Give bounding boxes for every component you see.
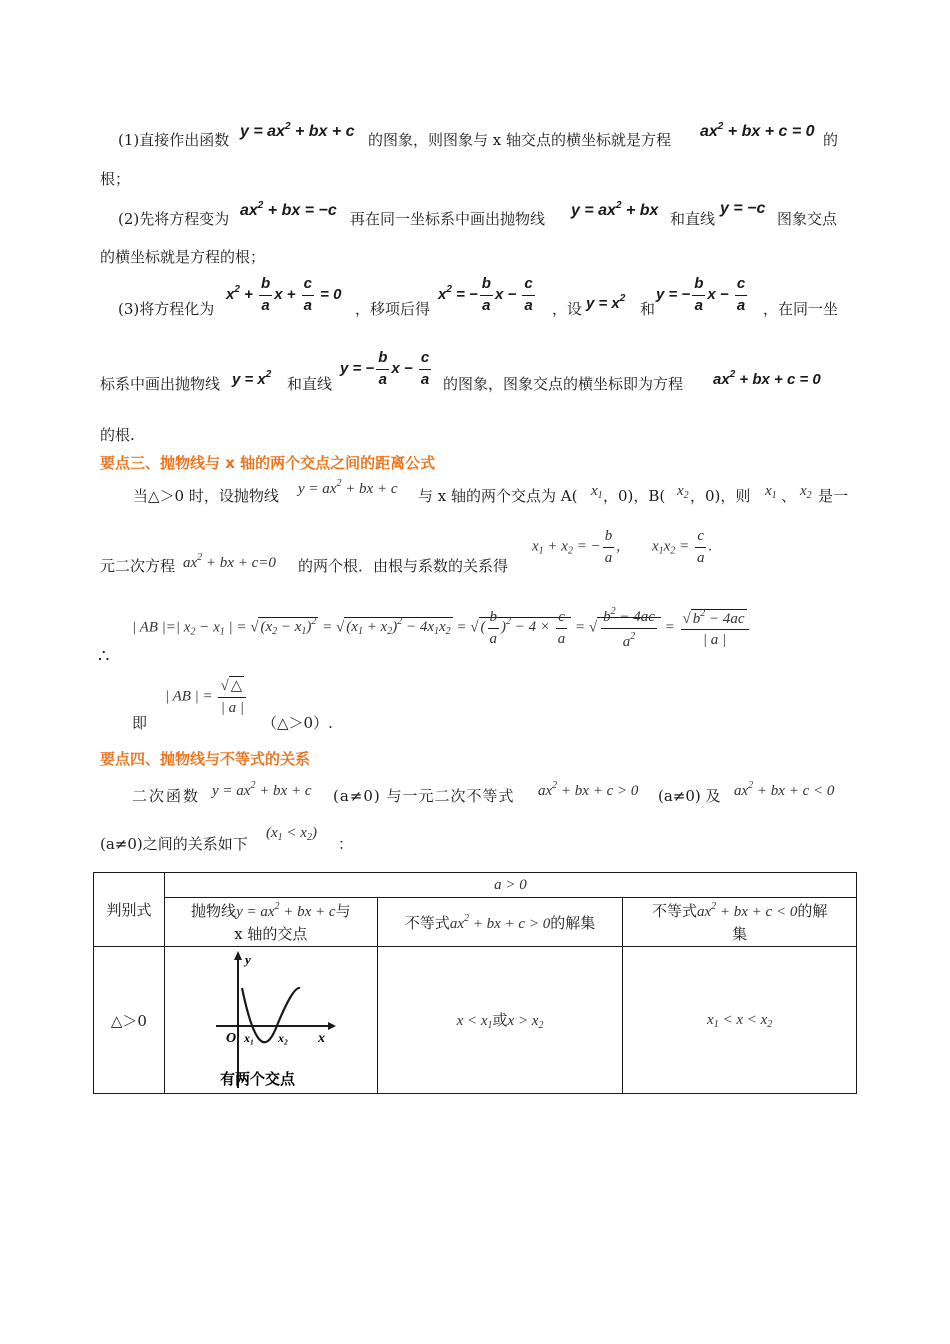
- section4-line2-b: ：: [338, 835, 354, 853]
- parabola-graph-cell: [164, 947, 377, 1094]
- section3-line1-e: 、: [781, 487, 797, 505]
- col1-text-a: 抛物线: [191, 901, 237, 920]
- formula-x1-lt-x2: $(x_1 < x_2)$: [266, 825, 317, 843]
- section3-line2-a: 元二次方程: [100, 557, 176, 575]
- formula-y-ax2-bx-c: $y = ax^2$ + bx + c: [240, 121, 355, 140]
- formula-x1-b: $x_1$: [765, 483, 777, 501]
- method-2-text-b: 再在同一坐标系中画出抛物线: [350, 210, 546, 228]
- delta-condition-text: （△＞0）.: [262, 714, 333, 732]
- method-3-text-i: 的根.: [100, 426, 135, 444]
- discriminant-header: 判别式: [94, 873, 165, 947]
- ji-text: 即: [132, 714, 148, 732]
- method-3-text-d: 和: [640, 300, 656, 318]
- formula-y-ax2-bx-c-s4: $y = ax^2$ + bx + c: [212, 780, 312, 799]
- graph-x2-label: x₂: [277, 1030, 288, 1045]
- formula-x2-eq-neg-bx-over-a: $x^2$ = − $\frac{b}{a}$ x − $\frac{c}{a}$: [438, 275, 533, 314]
- formula-ax2-bx-c-eq0-s3: $ax^2$ + bx + c=0: [183, 552, 276, 571]
- col-parabola-intersection-header: [164, 898, 377, 947]
- col3-text-c: 集: [732, 925, 748, 943]
- method-3-text-b: ，移项后得: [355, 300, 431, 318]
- method-3-text-c: ，设: [552, 300, 583, 318]
- section3-line1-a: 当△＞0 时，设抛物线: [133, 487, 279, 505]
- formula-ax2-bx-eq-neg-c: $ax^2$ + bx = −c: [240, 200, 337, 219]
- col3-formula: $ax^2$ + bx + c < 0: [696, 900, 798, 920]
- method-2-text-e: 的横坐标就是方程的根；: [100, 248, 266, 266]
- graph-origin-label: O: [225, 1030, 236, 1046]
- relation-table: [93, 872, 857, 1094]
- method-2-text-a: (2)先将方程变为: [118, 210, 230, 228]
- solution-gt-formula-b: $x > x_2$: [507, 1013, 544, 1031]
- formula-x1-a: $x_1$: [591, 483, 603, 501]
- a-positive-header: a > 0: [164, 873, 856, 898]
- col2-text-b: 的解集: [550, 913, 596, 932]
- x-axis-arrow-icon: [328, 1022, 336, 1030]
- section3-line1-f: 是一: [818, 487, 849, 505]
- method-1-text-c: 的: [823, 131, 839, 149]
- section4-heading: 要点四、抛物线与不等式的关系: [100, 750, 311, 768]
- formula-ineq-gt-0: $ax^2$ + bx + c > 0: [538, 780, 639, 799]
- method-1-text-a: (1)直接作出函数: [118, 131, 230, 149]
- col1-formula: $y = ax^2$ + bx + c: [236, 900, 336, 920]
- method-3-text-g: 和直线: [287, 375, 333, 393]
- solution-set-lt: [623, 947, 857, 1094]
- graph-x-label: x: [317, 1030, 325, 1046]
- parabola-two-roots-graph: [206, 948, 336, 1093]
- formula-ineq-lt-0: $ax^2$ + bx + c < 0: [734, 780, 835, 799]
- solution-gt-formula-a: $x < x_1$: [456, 1013, 493, 1031]
- solution-set-gt: [377, 947, 623, 1094]
- col-inequality-lt-header: [623, 898, 857, 947]
- col1-text-b: 与: [335, 901, 351, 920]
- method-3-text-h: 的图象，图象交点的横坐标即为方程: [443, 375, 684, 393]
- formula-y-ax2-bx: $y = ax^2$ + bx: [571, 200, 659, 219]
- formula-line-neg-bx-over-a-b: y = − $\frac{b}{a}$ x − $\frac{c}{a}$: [340, 349, 430, 388]
- method-2-text-c: 和直线: [670, 210, 716, 228]
- col2-formula: $ax^2$ + bx + c > 0: [449, 912, 551, 932]
- method-3-text-f: 标系中画出抛物线: [100, 375, 221, 393]
- method-3-text-a: (3)将方程化为: [118, 300, 215, 318]
- formula-ab-eq-sqrt-delta: | AB | = $\frac{√ \triangle}{| a |}$: [165, 678, 248, 716]
- formula-y-eq-x2-b: $y = x^2$: [232, 369, 272, 388]
- formula-ax2-bx-c-eq-0: $ax^2$ + bx + c = 0: [700, 121, 815, 140]
- row-delta-positive: △＞0: [94, 947, 165, 1094]
- formula-y-ax2-bx-c-s3: $y = ax^2$ + bx + c: [298, 478, 398, 497]
- formula-x2-plus-bx-over-a: $x^2$ + $\frac{b}{a}$ x + $\frac{c}{a}$ = 0: [226, 275, 342, 314]
- section4-line1-b: (a≠0) 与一元二次不等式: [333, 787, 515, 805]
- y-axis-arrow-icon: [234, 951, 242, 960]
- col-inequality-gt-header: [377, 898, 623, 947]
- formula-ab-distance-derivation: | AB |=| $x_2 - x_1$ | = √ $(x_2 - x_1)^2$ = √ $(x_1 + x_2)^2 - 4x_1x_2$ = √ ( $\frac{b}{a}$ )$^2$ − 4 × $\frac{c}{a}$ = √ $\frac{b^2 - 4ac}{a^2}$ = $\frac{√ b^2 - 4ac}{| a |}$: [132, 606, 751, 650]
- formula-vieta-sum: $x_1 + x_2$ = − $\frac{b}{a}$ ,: [532, 528, 620, 566]
- section4-line2-a: (a≠0)之间的关系如下: [100, 835, 248, 853]
- formula-ax2-bx-c-eq-0-b: $ax^2$ + bx + c = 0: [713, 369, 821, 388]
- formula-x2-b: $x_2$: [800, 483, 812, 501]
- section3-line2-b: 的两个根．由根与系数的关系得: [298, 557, 509, 575]
- method-1-text-d: 根；: [100, 170, 131, 188]
- formula-x2-a: $x_2$: [677, 483, 689, 501]
- section4-line1-a: 二次函数: [132, 787, 201, 805]
- graph-caption: 有两个交点: [219, 1069, 295, 1088]
- col3-text-b: 的解: [797, 901, 828, 920]
- therefore-symbol: ∴: [98, 646, 110, 667]
- graph-x1-label: x₁: [243, 1030, 254, 1045]
- section3-line1-d: ，0)，则: [690, 487, 751, 505]
- col3-text-a: 不等式: [651, 901, 697, 920]
- formula-vieta-product: $x_1x_2$ = $\frac{c}{a}$ .: [652, 528, 713, 566]
- col2-text-a: 不等式: [404, 913, 450, 932]
- graph-y-label: y: [244, 951, 251, 967]
- formula-y-eq-neg-bx-over-a: y = − $\frac{b}{a}$ x − $\frac{c}{a}$: [656, 275, 746, 314]
- formula-y-eq-neg-c: y = −c: [720, 200, 766, 217]
- section3-line1-c: ，0)，B(: [603, 487, 666, 505]
- formula-y-eq-x2: $y = x^2$: [586, 293, 626, 312]
- method-2-text-d: 图象交点: [777, 210, 838, 228]
- section3-heading: 要点三、抛物线与 x 轴的两个交点之间的距离公式: [100, 454, 436, 472]
- section3-line1-b: 与 x 轴的两个交点为 A(: [418, 487, 578, 505]
- method-3-text-e: ，在同一坐: [763, 300, 839, 318]
- solution-or-text: 或: [492, 1011, 508, 1029]
- method-1-text-b: 的图象，则图象与 x 轴交点的横坐标就是方程: [368, 131, 671, 149]
- solution-lt-formula: $x_1 < x < x_2$: [707, 1012, 773, 1030]
- col1-text-c: x 轴的交点: [234, 925, 308, 943]
- section4-line1-c: (a≠0) 及: [658, 787, 721, 805]
